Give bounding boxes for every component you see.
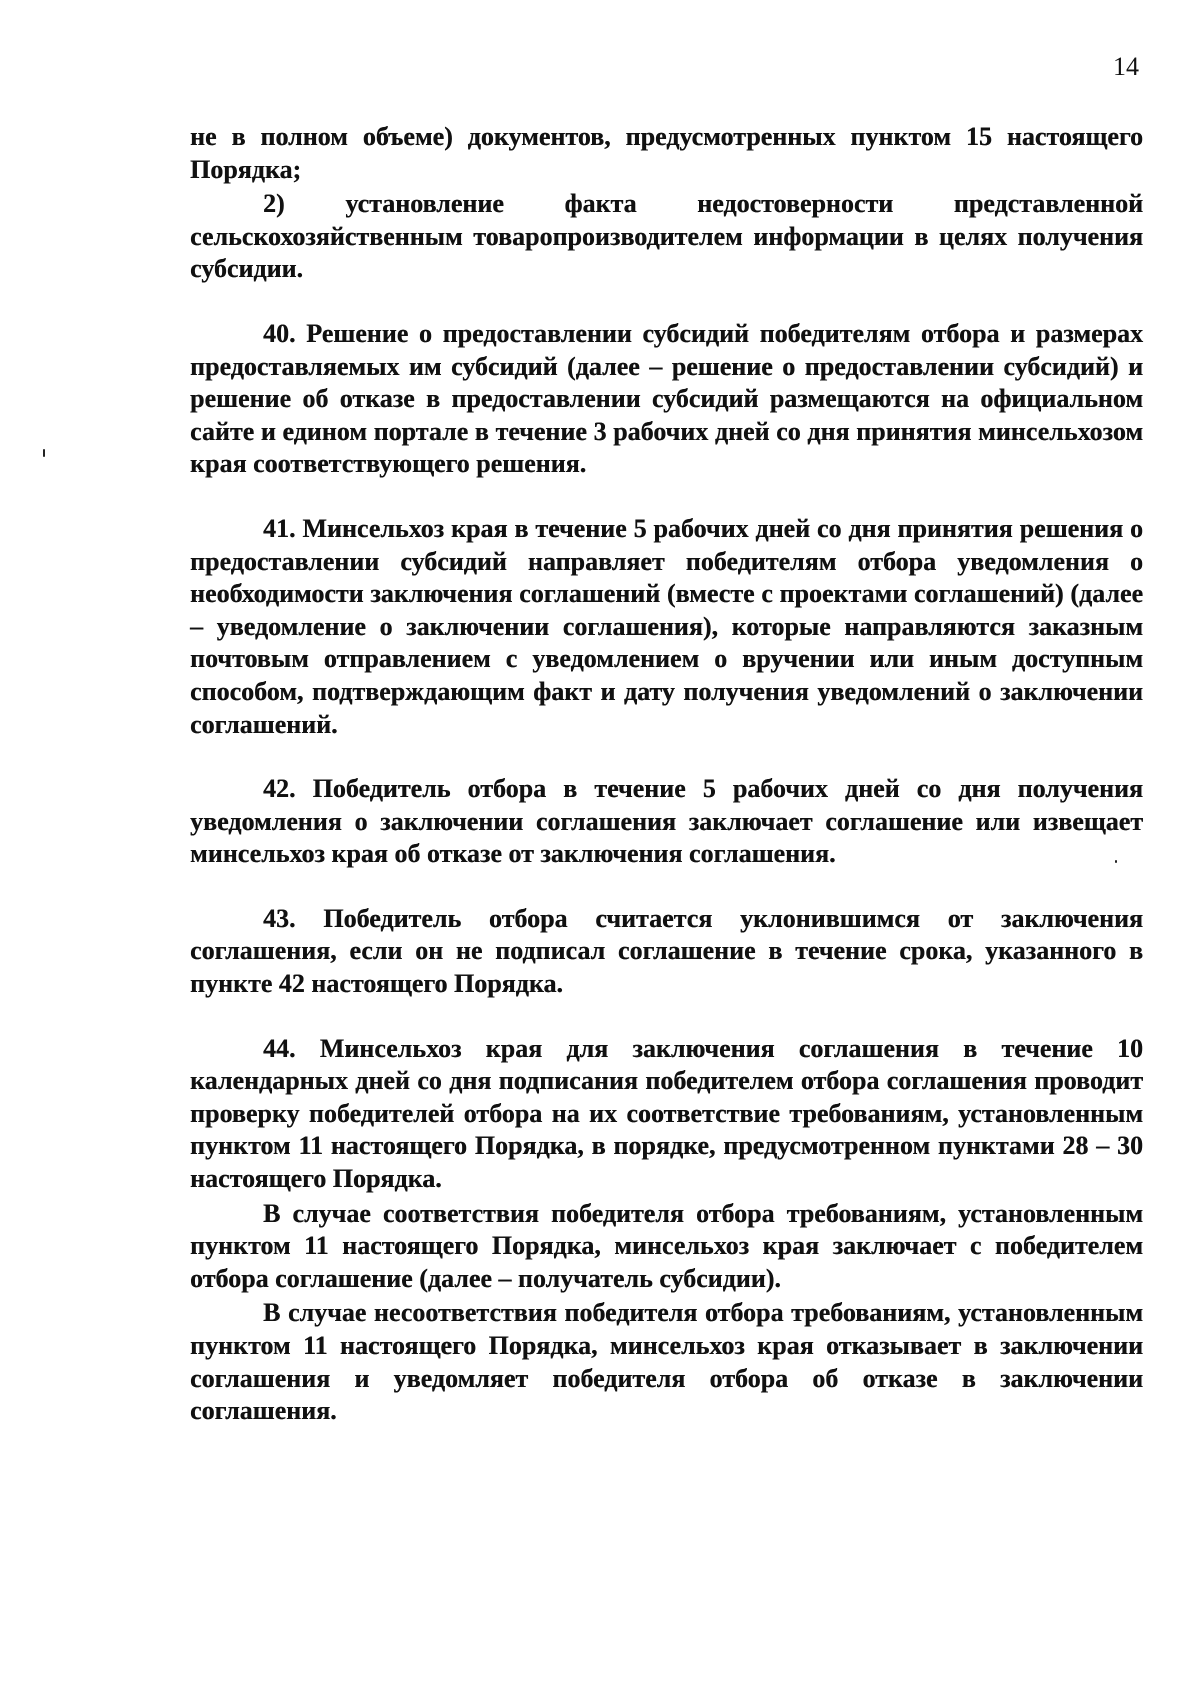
scan-speck <box>43 449 45 457</box>
paragraph-44: 44. Минсельхоз края для заключения соглашения в течение 10 календарных дней со дня подписания победителем отбора соглашения проводит проверку победителей отбора на их соответствие требованиям, установленным пунктом 11 настоящего Порядка, в порядке, предусмотренном пунктами 28 – 30 настоящего Порядка. <box>190 1033 1143 1194</box>
paragraph-41: 41. Минсельхоз края в течение 5 рабочих дней со дня принятия решения о предоставлении субсидий направляет победителям отбора уведомления о необходимости заключения соглашений (вместе с проектами соглашений) (далее – уведомление о заключении соглашения), которые направляются заказным почтовым отправлением с уведомлением о вручении или иным доступным способом, подтверждающим факт и дату получения уведомлений о заключении соглашений. <box>190 513 1143 739</box>
scan-speck <box>1115 860 1117 863</box>
document-body <box>190 121 1143 1428</box>
paragraph-42: 42. Победитель отбора в течение 5 рабочих дней со дня получения уведомления о заключении соглашения заключает соглашение или извещает минсельхоз края об отказе от заключения соглашения. <box>190 774 1143 869</box>
paragraph-43: 43. Победитель отбора считается уклонившимся от заключения соглашения, если он не подписал соглашение в течение срока, указанного в пункте 42 настоящего Порядка. <box>190 903 1143 999</box>
paragraph-44-compliance: В случае соответствия победителя отбора требованиям, установленным пунктом 11 настоящего Порядка, минсельхоз края заключает с победителем отбора соглашение (далее – получатель субсидии). <box>190 1198 1143 1293</box>
paragraph-item-2: 2) установление факта недостоверности представленной сельскохозяйственным товаропроизводителем информации в целях получения субсидии. <box>190 189 1143 284</box>
paragraph-40: 40. Решение о предоставлении субсидий победителям отбора и размерах предоставляемых им субсидий (далее – решение о предоставлении субсидий) и решение об отказе в предоставлении субсидий размещаются на официальном сайте и едином портале в течение 3 рабочих дней со дня принятия минсельхозом края соответствующего решения. <box>190 318 1143 479</box>
paragraph-continuation: не в полном объеме) документов, предусмотренных пунктом 15 настоящего Порядка; <box>190 122 1143 184</box>
paragraph-44-noncompliance: В случае несоответствия победителя отбора требованиям, установленным пунктом 11 настоящего Порядка, минсельхоз края отказывает в заключении соглашения и уведомляет победителя отбора об отказе в заключении соглашения. <box>190 1298 1143 1426</box>
page-number: 14 <box>1113 52 1139 81</box>
